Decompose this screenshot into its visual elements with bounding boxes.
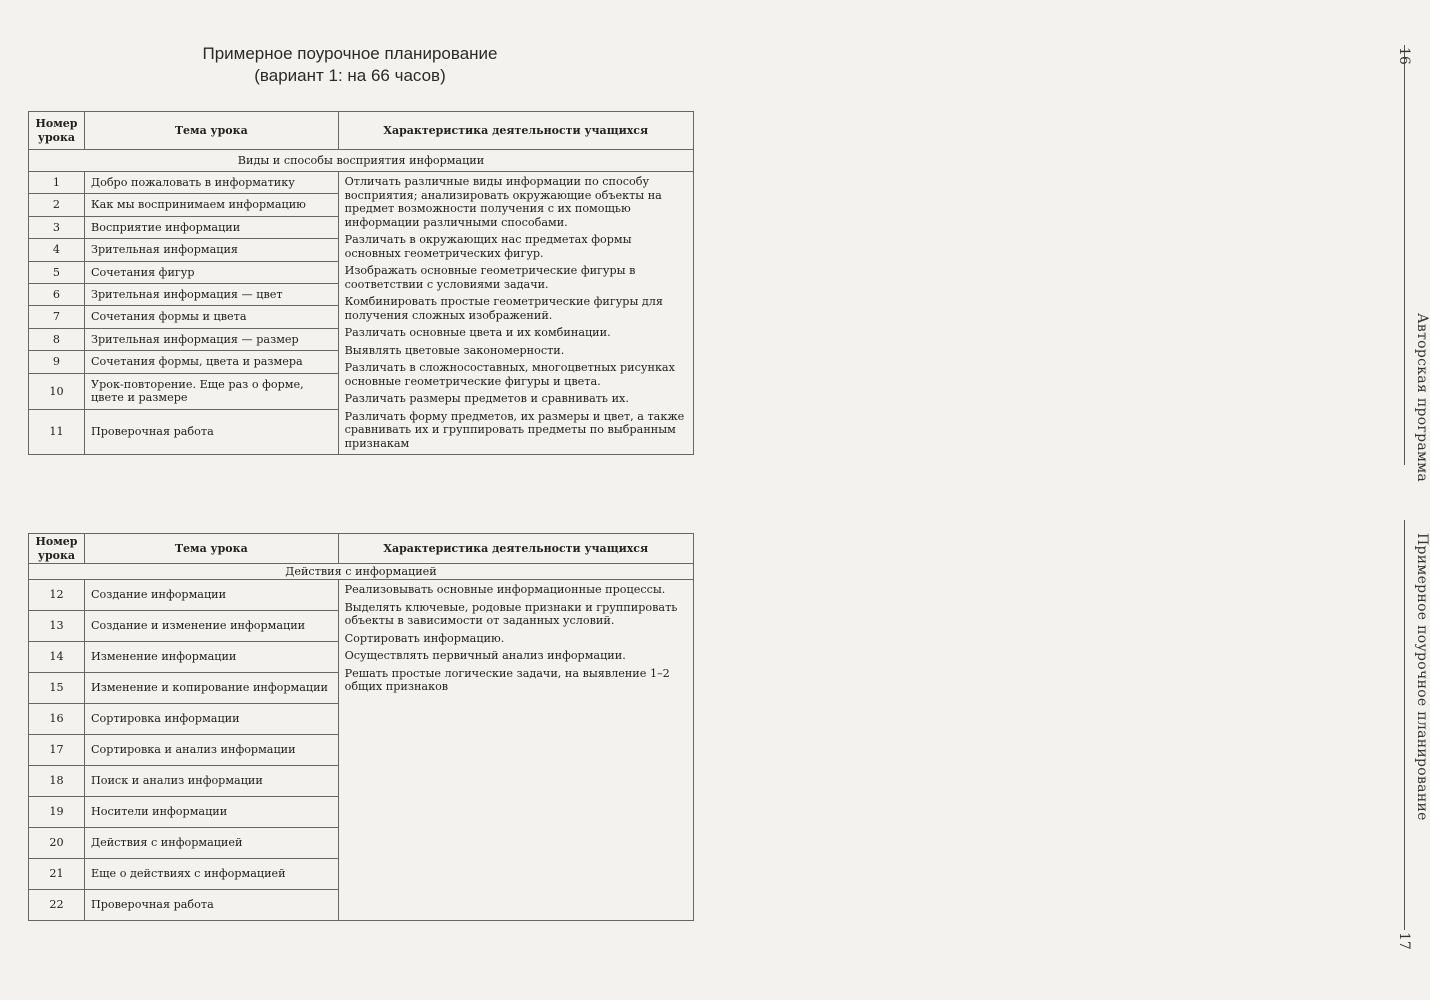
lesson-number: 6 — [29, 283, 85, 305]
lesson-number: 20 — [29, 828, 85, 859]
lesson-number: 9 — [29, 351, 85, 373]
lesson-number: 3 — [29, 216, 85, 238]
section-row — [29, 564, 694, 580]
activity-item: Выявлять цветовые закономерности. — [344, 343, 565, 357]
lesson-topic: Сортировка информации — [84, 704, 338, 735]
table-header-row — [29, 112, 694, 150]
activity-description — [338, 580, 693, 921]
lesson-number: 21 — [29, 859, 85, 890]
lesson-number: 13 — [29, 611, 85, 642]
header-activity: Характеристика деятельности учащихся — [338, 112, 693, 150]
lesson-topic: Зрительная информация — размер — [84, 328, 338, 350]
lesson-topic: Носители информации — [84, 797, 338, 828]
header-lesson-topic: Тема урока — [84, 112, 338, 150]
activity-item: Различать в сложносоставных, многоцветных рисунках основные геометрические фигуры и цвета. — [344, 361, 675, 388]
lesson-topic: Сочетания фигур — [84, 261, 338, 283]
header-lesson-number: Номер урока — [29, 534, 85, 564]
lesson-topic: Проверочная работа — [84, 890, 338, 921]
lesson-topic: Урок-повторение. Еще раз о форме, цвете и размере — [84, 373, 338, 410]
page-number-top: 16 — [1396, 47, 1412, 65]
lesson-topic: Восприятие информации — [84, 216, 338, 238]
lesson-topic: Поиск и анализ информации — [84, 766, 338, 797]
lesson-topic: Еще о действиях с информацией — [84, 859, 338, 890]
lesson-number: 10 — [29, 373, 85, 410]
header-activity: Характеристика деятельности учащихся — [338, 534, 693, 564]
lesson-plan-table-2 — [28, 533, 694, 921]
lesson-topic: Проверочная работа — [84, 410, 338, 455]
lesson-topic: Зрительная информация — цвет — [84, 283, 338, 305]
page-title: Примерное поурочное планирование — [202, 44, 498, 63]
activity-item: Осуществлять первичный анализ информации. — [344, 649, 626, 662]
lesson-number: 14 — [29, 642, 85, 673]
lesson-topic: Сочетания формы и цвета — [84, 306, 338, 328]
table-header-row — [29, 534, 694, 564]
section-row — [29, 150, 694, 172]
lesson-topic: Зрительная информация — [84, 239, 338, 261]
section-title: Действия с информацией — [29, 564, 694, 580]
table-row — [29, 172, 694, 194]
lesson-plan-table-1 — [28, 111, 694, 455]
lesson-number: 15 — [29, 673, 85, 704]
activity-item: Реализовывать основные информационные процессы. — [344, 583, 666, 596]
lesson-number: 12 — [29, 580, 85, 611]
lesson-number: 17 — [29, 735, 85, 766]
activity-item: Выделять ключевые, родовые признаки и группировать объекты в зависимости от заданных условий. — [344, 600, 678, 627]
lesson-number: 7 — [29, 306, 85, 328]
lesson-number: 18 — [29, 766, 85, 797]
lesson-topic: Добро пожаловать в информатику — [84, 172, 338, 194]
activity-item: Сортировать информацию. — [344, 631, 505, 645]
lesson-number: 5 — [29, 261, 85, 283]
lesson-number: 19 — [29, 797, 85, 828]
lesson-topic: Изменение и копирование информации — [84, 673, 338, 704]
activity-item: Комбинировать простые геометрические фигуры для получения сложных изображений. — [344, 295, 663, 322]
activity-item: Различать в окружающих нас предметах формы основных геометрических фигур. — [344, 233, 632, 260]
lesson-topic: Сортировка и анализ информации — [84, 735, 338, 766]
lesson-number: 2 — [29, 194, 85, 216]
lesson-number: 4 — [29, 239, 85, 261]
lesson-number: 8 — [29, 328, 85, 350]
activity-item: Решать простые логические задачи, на выявление 1–2 общих признаков — [344, 666, 670, 693]
activity-description — [338, 172, 693, 455]
header-lesson-number: Номер урока — [29, 112, 85, 150]
side-margin — [700, 0, 1430, 1000]
lesson-number: 22 — [29, 890, 85, 921]
lesson-topic: Создание информации — [84, 580, 338, 611]
lesson-topic: Сочетания формы, цвета и размера — [84, 351, 338, 373]
lesson-number: 16 — [29, 704, 85, 735]
lesson-topic: Изменение информации — [84, 642, 338, 673]
lesson-topic: Создание и изменение информации — [84, 611, 338, 642]
page-number-bottom: 17 — [1396, 932, 1412, 950]
activity-item: Изображать основные геометрические фигуры в соответствии с условиями задачи. — [344, 264, 636, 291]
table-row — [29, 580, 694, 611]
section-title: Виды и способы восприятия информации — [29, 150, 694, 172]
lesson-number: 11 — [29, 410, 85, 455]
margin-rule-top — [1404, 45, 1405, 465]
page-subtitle: (вариант 1: на 66 часов) — [254, 66, 446, 85]
running-head-top: Авторская программа — [1414, 313, 1430, 483]
margin-rule-bottom — [1404, 520, 1405, 930]
activity-item: Различать размеры предметов и сравнивать их. — [344, 392, 629, 405]
lesson-topic: Как мы воспринимаем информацию — [84, 194, 338, 216]
lesson-number: 1 — [29, 172, 85, 194]
activity-item: Различать основные цвета и их комбинации. — [344, 326, 611, 339]
running-head-bottom: Примерное поурочное планирование — [1414, 533, 1430, 821]
lesson-topic: Действия с информацией — [84, 828, 338, 859]
activity-item: Различать форму предметов, их размеры и цвет, а также сравнивать их и группировать предметы по выбранным признакам — [344, 409, 685, 450]
activity-item: Отличать различные виды информации по способу восприятия; анализировать окружающие объекты на предмет возможности получения с их помощью информации различными способами. — [344, 175, 662, 229]
header-lesson-topic: Тема урока — [84, 534, 338, 564]
